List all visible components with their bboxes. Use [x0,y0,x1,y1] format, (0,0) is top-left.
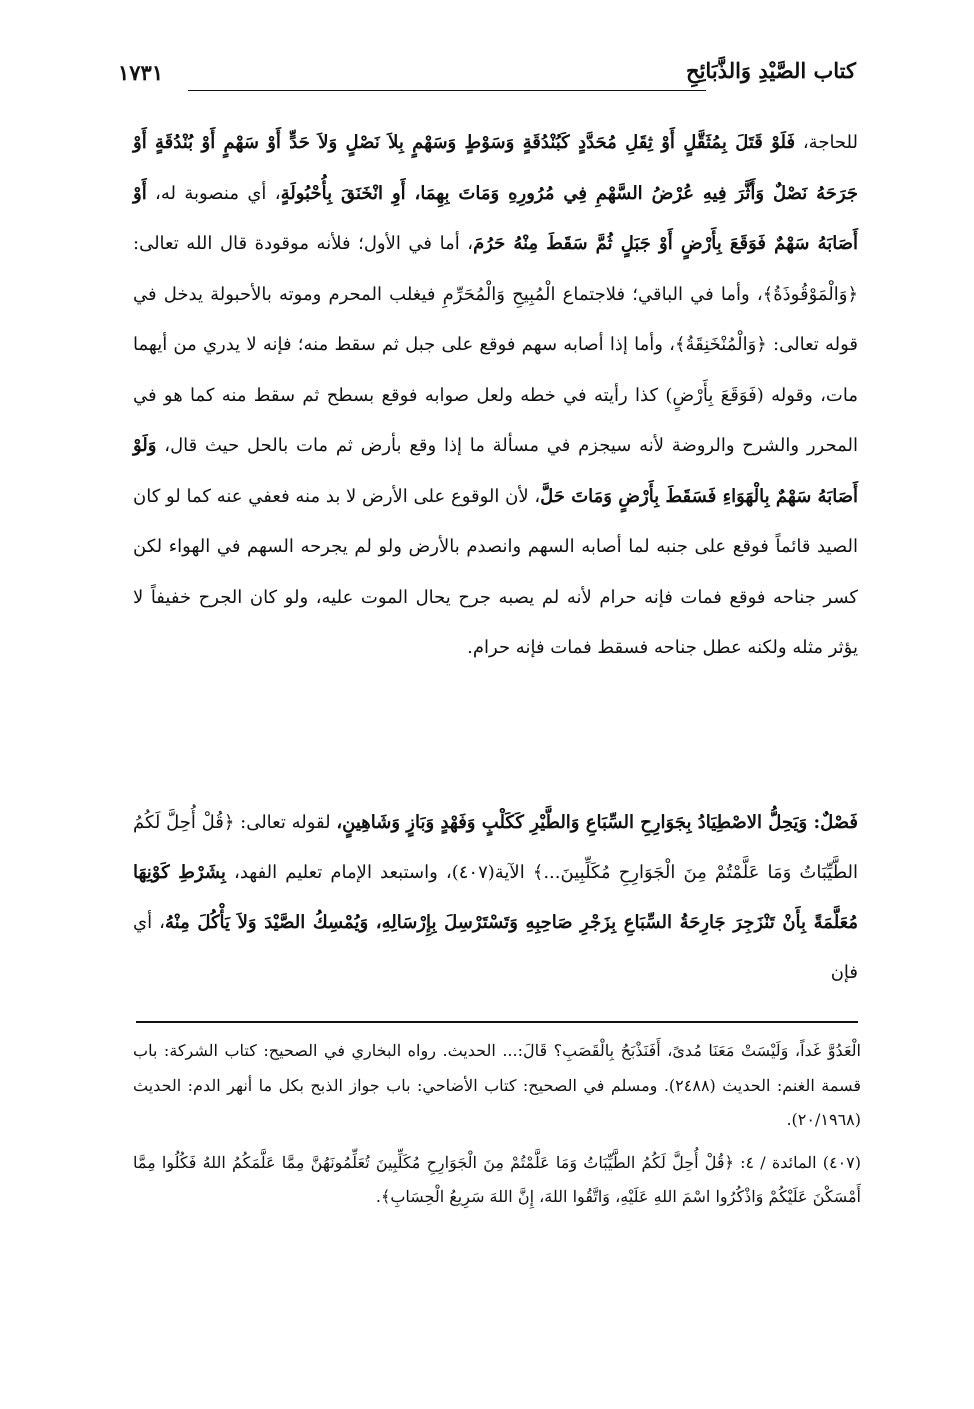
matn-text: فَلَوْ قَتَلَ بِمُثَقَّلٍ أَوْ ثِقَلِ مُحَدَّدٍ كَبُنْدُقَةٍ وَسَوْطٍ وَسَهْمٍ بِلاَ نَصْلٍ وَلاَ حَدٍّ أَوْ سَهْمٍ أَوْ بُنْدُقَةٍ أَوْ جَرَحَهُ نَصْلٌ وَأَثَّرَ فِيهِ عُرْضُ السَّهْمِ فِي مُرُورِهِ وَمَاتَ بِهِمَا، أَوِ انْخَنَقَ بِأُحْبُولَةٍ [133,132,858,204]
commentary-text: للحاجة، [795,132,858,153]
commentary-text: ، أما في الأول؛ فلأنه موقودة قال الله تعالى: ﴿وَالْمَوْقُوذَةُ﴾، وأما في الباقي؛ فلاجتماع الْمُبِيحِ وَالْمُحَرِّمِ فيغلب المحرم وموته بالأحبولة يدخل في قوله تعالى: ﴿وَالْمُنْخَنِقَةُ﴾، وأما إذا أصابه سهم فوقع على جبل ثم سقط منه؛ فإنه لا يدري من أيهما مات، وقوله (فَوَقَعَ بِأَرْضٍ) كذا رأيته في خطه ولعل صوابه فوقع بسطح ثم سقط منه كما هو في المحرر والشرح والروضة لأنه سيجزم في مسألة ما إذا وقع بأرض ثم مات بالحل حيث قال، [133,233,858,456]
footnote-continued: الْعَدُوَّ غَداً، وَلَيْسَتْ مَعَنَا مُدىً، أَفَنَذْبَحُ بِالْقَصَبِ؟ قَالَ:... الحديث. رواه البخاري في الصحيح: كتاب الشركة: باب قسمة الغنم: الحديث (٢٤٨٨). ومسلم في الصحيح: كتاب الأضاحي: باب جواز الذبح بكل ما أنهر الدم: الحديث (٢٠/١٩٦٨). [133,1041,861,1129]
matn-text: بِشَرْطِ كَوْنِهَا مُعَلَّمَةً بِأَنْ تَنْزَجِرَ جَارِحَةُ السِّبَاعِ بِزَجْرِ صَاحِبِهِ وَتَسْتَرْسِلَ بِإِرْسَالِهِ، وَيُمْسِكُ الصَّيْدَ وَلاَ يَأْكُلَ مِنْهُ [133,862,858,933]
commentary-text: ، أي فإن [133,912,858,983]
commentary-text: ، أي منصوبة له، [146,182,281,204]
footnote-spacer [133,1138,861,1146]
main-paragraph-2 [133,798,858,998]
paragraph-text [133,798,858,998]
commentary-text: لقوله تعالى: ﴿قُلْ أُحِلَّ لَكُمُ الطَّيِّبَاتُ وَمَا عَلَّمْتُمْ مِنَ الْجَوَارِحِ مُكَلِّبِينَ...﴾ الآية(٤٠٧)، واستبعد الإمام تعليم الفهد، [133,812,858,883]
page-number: ١٧٣١ [118,60,164,85]
footnotes [133,1034,861,1215]
footnote-divider [136,1021,858,1023]
section-heading: فَصْلٌ: وَيَحِلُّ الاصْطِيَادُ بِجَوَارِحِ السِّبَاعِ وَالطَّيْرِ كَكَلْبٍ وَفَهْدٍ وَبَازٍ وَشَاهِينٍ، [336,812,858,833]
footnote-407: (٤٠٧) المائدة / ٤: ﴿قُلْ أُحِلَّ لَكُمُ الطَّيِّبَاتُ وَمَا عَلَّمْتُمْ مِنَ الْجَوَارِحِ مُكَلِّبِينَ تُعَلِّمُونَهُنَّ مِمَّا عَلَّمَكُمُ اللهُ فَكُلُوا مِمَّا أَمْسَكْنَ عَلَيْكُمْ وَاذْكُرُوا اسْمَ اللهِ عَلَيْهِ، وَاتَّقُوا اللهَ، إِنَّ اللهَ سَرِيعُ الْحِسَابِ﴾. [133,1152,862,1206]
matn-text: وَلَوْ أَصَابَهُ سَهْمٌ بِالْهَوَاءِ فَسَقَطَ بِأَرْضٍ وَمَاتَ حَلَّ [133,435,858,507]
main-paragraph-1 [133,118,858,674]
matn-text: أَوْ أَصَابَهُ سَهْمٌ فَوَقَعَ بِأَرْضٍ أَوْ جَبَلٍ ثُمَّ سَقَطَ مِنْهُ حَرُمَ [133,182,858,254]
page-header [118,58,856,98]
chapter-title: كتاب الصَّيْدِ وَالذَّبَائِحِ [686,58,856,83]
commentary-text: ، لأن الوقوع على الأرض لا بد منه فعفي عنه كما لو كان الصيد قائماً فوقع على جنبه لما أصابه السهم وانصدم بالأرض ولو لم يجرحه السهم في الهواء لكن كسر جناحه فوقع فمات فإنه حرام لأنه لم يصبه جرح يحال الموت عليه، ولو كان الجرح خفيفاً لا يؤثر مثله ولكنه عطل جناحه فسقط فمات فإنه حرام. [133,485,858,658]
paragraph-text [133,118,858,674]
header-rule [188,90,706,91]
